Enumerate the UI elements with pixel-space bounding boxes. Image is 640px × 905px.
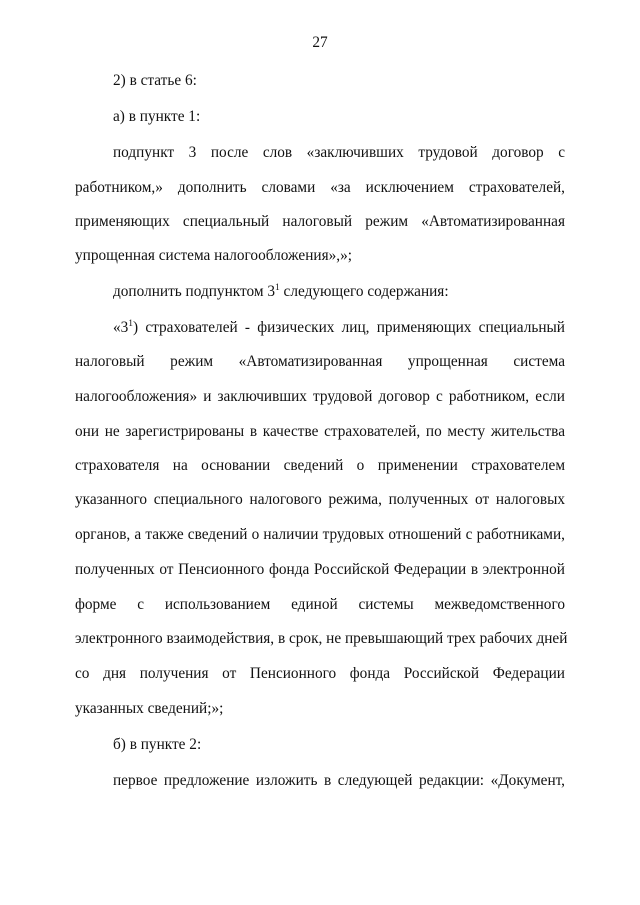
paragraph-line: «$3^1$) страхователей - физических лиц, применяющих специальный xyxy=(113,318,565,336)
page-number: 27 xyxy=(312,34,328,51)
superscript: 1 xyxy=(274,282,280,293)
paragraph-line: упрощенная система налогообложения»,»; xyxy=(75,247,352,264)
paragraph-line: со дня получения от Пенсионного фонда Российской Федерации xyxy=(75,665,565,682)
paragraph-line: дополнить подпунктом $3^1$ следующего содержания: xyxy=(113,282,449,300)
paragraph-line: указанных сведений;»; xyxy=(75,700,224,717)
paragraph-line: налогообложения» и заключивших трудовой договор с работником, если xyxy=(75,388,565,405)
paragraph-line: форме с использованием единой системы межведомственного xyxy=(75,596,565,613)
paragraph-line: страхователя на основании сведений о применении страхователем xyxy=(75,457,565,474)
paragraph-line: первое предложение изложить в следующей редакции: «Документ, xyxy=(113,772,565,789)
superscript: 1 xyxy=(128,318,134,329)
paragraph-line: б) в пункте 2: xyxy=(113,736,202,753)
paragraph-line: а) в пункте 1: xyxy=(113,108,201,125)
paragraph-line: 2) в статье 6: xyxy=(113,72,197,89)
paragraph-line: указанного специального налогового режима, полученных от налоговых xyxy=(75,491,565,508)
paragraph-line: подпункт 3 после слов «заключивших трудовой договор с xyxy=(113,144,565,161)
paragraph-line: они не зарегистрированы в качестве страхователей, по месту жительства xyxy=(75,423,565,440)
paragraph-line: налоговый режим «Автоматизированная упрощенная система xyxy=(75,353,565,370)
paragraph-line: органов, а также сведений о наличии трудовых отношений с работниками, xyxy=(75,526,565,543)
paragraph-line: применяющих специальный налоговый режим «Автоматизированная xyxy=(75,213,565,230)
paragraph-line: работником,» дополнить словами «за исключением страхователей, xyxy=(75,179,565,196)
paragraph-line: полученных от Пенсионного фонда Российской Федерации в электронной xyxy=(75,561,565,578)
paragraph-line: электронного взаимодействия, в срок, не превышающий трех рабочих дней xyxy=(75,630,568,647)
